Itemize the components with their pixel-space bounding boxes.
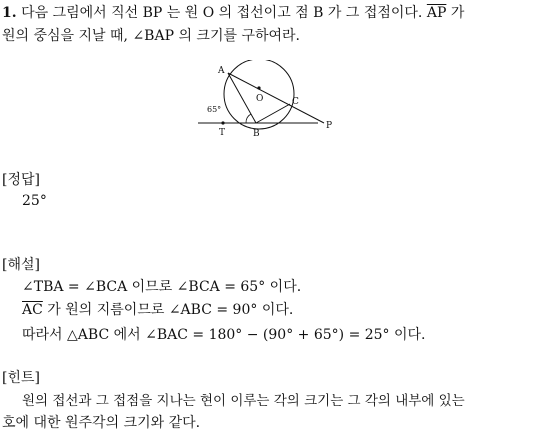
label-c: C — [292, 97, 299, 107]
solution-line-2-text: 가 원의 지름이므로 ∠ABC = 90° 이다. — [47, 302, 294, 318]
problem-line-2: 원의 중심을 지날 때, ∠BAP 의 크기를 구하여라. — [2, 28, 300, 44]
label-t: T — [219, 128, 226, 138]
problem-text-end: 가 — [450, 5, 465, 21]
segment-ap: $\overline{AP}$ — [426, 5, 447, 21]
point-t — [221, 121, 224, 124]
hint-heading: [힌트] — [2, 370, 40, 386]
solution-heading: [해설] — [2, 257, 40, 273]
solution-line-2 — [22, 301, 293, 319]
solution-line-1: ∠TBA = ∠BCA 이므로 ∠BCA = 65° 이다. — [22, 279, 302, 295]
label-p: P — [326, 121, 333, 131]
geometry-figure — [196, 60, 336, 138]
angle-arc — [246, 114, 251, 123]
hint-line-2: 호에 대한 원주각의 크기와 같다. — [2, 415, 201, 431]
line-bc — [256, 104, 290, 123]
answer-value: 25° — [22, 193, 47, 209]
center-point-o — [257, 86, 260, 89]
solution-line-3: 따라서 △ABC 에서 ∠BAC = 180° − (90° + 65°) = 25° 이다. — [22, 327, 426, 343]
problem-text-start: 다음 그림에서 직선 BP 는 원 O 의 접선이고 점 B 가 그 접점이다. — [21, 5, 423, 21]
label-b: B — [253, 129, 260, 138]
segment-ac: $\overline{AC}$ — [22, 302, 43, 318]
problem-number: 1. — [2, 5, 17, 21]
angle-label-65: 65° — [207, 105, 222, 114]
label-o: O — [256, 94, 264, 104]
hint-line-1: 원의 접선과 그 접점을 지나는 현이 이루는 각의 크기는 그 각의 내부에 있는 — [22, 393, 465, 409]
problem-line-1 — [2, 4, 464, 22]
answer-heading: [정답] — [2, 172, 40, 188]
label-a: A — [218, 66, 225, 76]
